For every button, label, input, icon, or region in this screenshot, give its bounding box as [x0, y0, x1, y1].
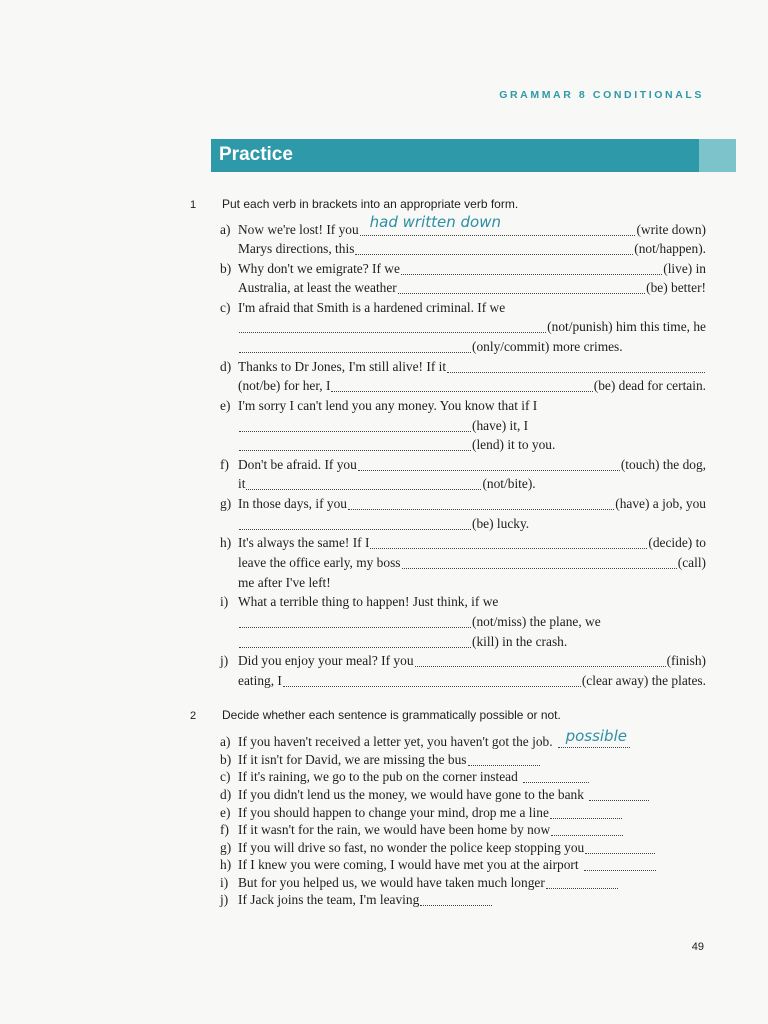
answer-field-1h-2[interactable]: [402, 568, 677, 569]
answer-field-2e[interactable]: [550, 818, 622, 819]
ex1-item-c-line3: (only/commit) more crimes.: [220, 338, 706, 356]
ex1-item-j-line1: j) Did you enjoy your meal? If you (finish): [220, 653, 706, 668]
ex2-item-f: f) If it wasn't for the rain, we would have been home by now: [220, 821, 706, 839]
answer-field-1a-2[interactable]: [355, 254, 633, 255]
ex1-item-j-line2: eating, I (clear away) the plates.: [238, 673, 706, 688]
answer-field-2g[interactable]: [585, 853, 655, 854]
handwritten-answer-1a: had written down: [369, 212, 502, 231]
section-header: GRAMMAR 8 CONDITIONALS: [499, 89, 704, 101]
ex1-item-a-line1: a) Now we're lost! If you had written down (write down): [220, 212, 706, 237]
answer-field-2h[interactable]: [584, 870, 656, 871]
exercise-1-instruction: Put each verb in brackets into an appropriate verb form.: [222, 197, 519, 211]
ex1-item-b-line1: b) Why don't we emigrate? If we (live) in: [220, 261, 706, 276]
ex1-item-h-line3: me after I've left!: [238, 575, 331, 590]
exercise-2-number: 2: [190, 710, 197, 722]
ex1-item-d-line1: d) Thanks to Dr Jones, I'm still alive! If it: [220, 358, 706, 376]
answer-field-1e[interactable]: [239, 431, 471, 432]
ex2-item-c: c) If it's raining, we go to the pub on the corner instead: [220, 768, 706, 786]
answer-field-1g-2[interactable]: [239, 529, 471, 530]
answer-field-2j[interactable]: [420, 905, 492, 906]
ex1-item-e-line3: (lend) it to you.: [220, 436, 706, 454]
ex1-item-i-line2: (not/miss) the plane, we: [220, 613, 706, 631]
ex2-item-j: j) If Jack joins the team, I'm leaving: [220, 891, 706, 909]
answer-field-2i[interactable]: [546, 888, 618, 889]
ex1-item-g-line2: (be) lucky.: [220, 515, 706, 533]
ex1-item-g-line1: g) In those days, if you (have) a job, you: [220, 496, 706, 511]
exercise-1-number: 1: [190, 199, 197, 211]
answer-field-1i-2[interactable]: [239, 647, 471, 648]
ex1-item-f-line1: f) Don't be afraid. If you (touch) the dog,: [220, 457, 706, 472]
answer-field-1e-2[interactable]: [239, 450, 471, 451]
answer-field-1f[interactable]: [358, 470, 620, 471]
ex1-item-d-line2: (not/be) for her, I (be) dead for certain.: [238, 378, 706, 393]
answer-field-1b[interactable]: [401, 274, 662, 275]
ex1-item-f-line2: it (not/bite).: [238, 476, 536, 491]
ex1-item-i-line3: (kill) in the crash.: [220, 633, 706, 651]
answer-field-1h[interactable]: [370, 548, 647, 549]
answer-field-1g[interactable]: [348, 509, 614, 510]
ex1-item-a-line2: Marys directions, this (not/happen).: [238, 241, 706, 256]
ex1-item-h-line1: h) It's always the same! If I (decide) to: [220, 535, 706, 550]
ex2-item-h: h) If I knew you were coming, I would have met you at the airport: [220, 856, 706, 874]
exercise-2-instruction: Decide whether each sentence is grammatically possible or not.: [222, 708, 561, 722]
ex1-item-i-line1: i) What a terrible thing to happen! Just think, if we: [220, 594, 499, 609]
answer-field-1i[interactable]: [239, 627, 471, 628]
answer-field-1f-2[interactable]: [246, 489, 481, 490]
ex1-item-e-line1: e) I'm sorry I can't lend you any money. You know that if I: [220, 398, 538, 413]
answer-field-1d-2[interactable]: [331, 391, 592, 392]
ex2-item-e: e) If you should happen to change your mind, drop me a line: [220, 804, 706, 822]
ex2-item-i: i) But for you helped us, we would have taken much longer: [220, 874, 706, 892]
answer-field-2f[interactable]: [551, 835, 623, 836]
ex1-item-b-line2: Australia, at least the weather (be) better!: [238, 280, 706, 295]
answer-field-1j-2[interactable]: [283, 686, 581, 687]
practice-banner: [211, 139, 736, 172]
handwritten-answer-2a: possible: [565, 726, 627, 745]
ex1-item-c-line2: (not/punish) him this time, he: [220, 318, 706, 336]
answer-field-2d[interactable]: [589, 800, 649, 801]
answer-field-1b-2[interactable]: [398, 293, 645, 294]
answer-field-1c-2[interactable]: [239, 352, 471, 353]
ex1-item-c-line1: c) I'm afraid that Smith is a hardened criminal. If we: [220, 300, 506, 315]
banner-title: Practice: [219, 144, 293, 165]
ex1-item-e-line2: (have) it, I: [220, 417, 706, 435]
ex2-item-d: d) If you didn't lend us the money, we would have gone to the bank: [220, 786, 706, 804]
ex2-item-a: a) If you haven't received a letter yet, you haven't got the job. possible: [220, 733, 706, 751]
ex1-item-h-line2: leave the office early, my boss (call): [238, 555, 706, 570]
answer-field-1d[interactable]: [447, 372, 705, 373]
answer-field-2b[interactable]: [468, 765, 540, 766]
ex2-item-b: b) If it isn't for David, we are missing the bus: [220, 751, 706, 769]
answer-field-2a[interactable]: [558, 726, 630, 748]
ex2-item-g: g) If you will drive so fast, no wonder the police keep stopping you: [220, 839, 706, 857]
page-number: 49: [691, 941, 704, 953]
answer-field-2c[interactable]: [523, 782, 589, 783]
answer-field-1j[interactable]: [415, 666, 666, 667]
answer-field-1c[interactable]: [239, 332, 546, 333]
